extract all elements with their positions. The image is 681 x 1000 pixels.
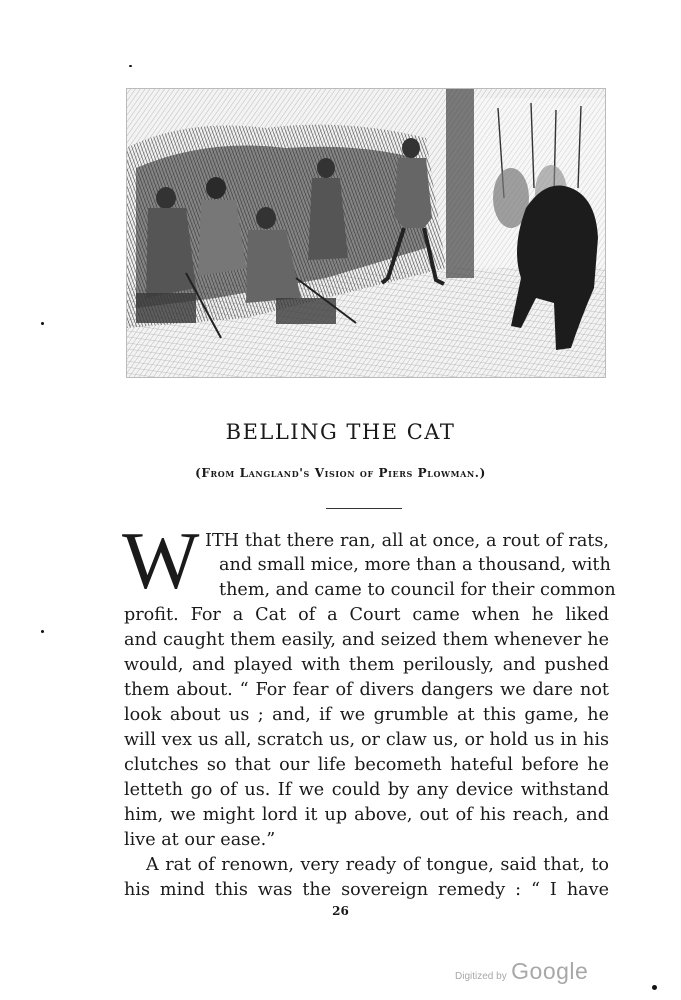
digitized-watermark bbox=[455, 958, 588, 985]
text-line: live at our ease.” bbox=[124, 830, 276, 850]
text-line: look about us ; and, if we grumble at this game, he bbox=[124, 705, 609, 725]
ink-speck bbox=[129, 65, 132, 67]
text-line: and caught them easily, and seized them whenever he bbox=[124, 630, 609, 650]
chapter-title: BELLING THE CAT bbox=[225, 420, 456, 444]
text-line: them about. “ For fear of divers dangers we dare not bbox=[124, 680, 609, 700]
ink-speck bbox=[41, 322, 44, 325]
text-line: A rat of renown, very ready of tongue, said that, to bbox=[146, 855, 609, 875]
text-line: letteth go of us. If we could by any device withstand bbox=[124, 780, 609, 800]
text-line: ITH that there ran, all at once, a rout of rats, bbox=[205, 531, 609, 551]
ink-speck bbox=[652, 985, 657, 990]
page-number: 26 bbox=[332, 904, 349, 918]
text-line: his mind this was the sovereign remedy : “ I have bbox=[124, 880, 609, 900]
text-line: profit. For a Cat of a Court came when he liked bbox=[124, 605, 609, 625]
divider bbox=[326, 508, 402, 509]
text-line: him, we might lord it up above, out of his reach, and bbox=[124, 805, 609, 825]
google-logo: Google bbox=[511, 958, 589, 984]
ink-speck bbox=[41, 630, 44, 633]
text-line: clutches so that our life becometh hateful before he bbox=[124, 755, 609, 775]
text-line: them, and came to council for their common bbox=[219, 580, 616, 600]
drop-cap: W bbox=[122, 515, 200, 606]
text-line: will vex us all, scratch us, or claw us, or hold us in his bbox=[124, 730, 609, 750]
engraving-illustration bbox=[126, 88, 606, 378]
text-line: and small mice, more than a thousand, with bbox=[219, 555, 611, 575]
watermark-prefix: Digitized by bbox=[455, 971, 507, 982]
text-line: would, and played with them perilously, and pushed bbox=[124, 655, 609, 675]
chapter-subtitle: (From Langland's Vision of Piers Plowman.) bbox=[195, 466, 486, 480]
